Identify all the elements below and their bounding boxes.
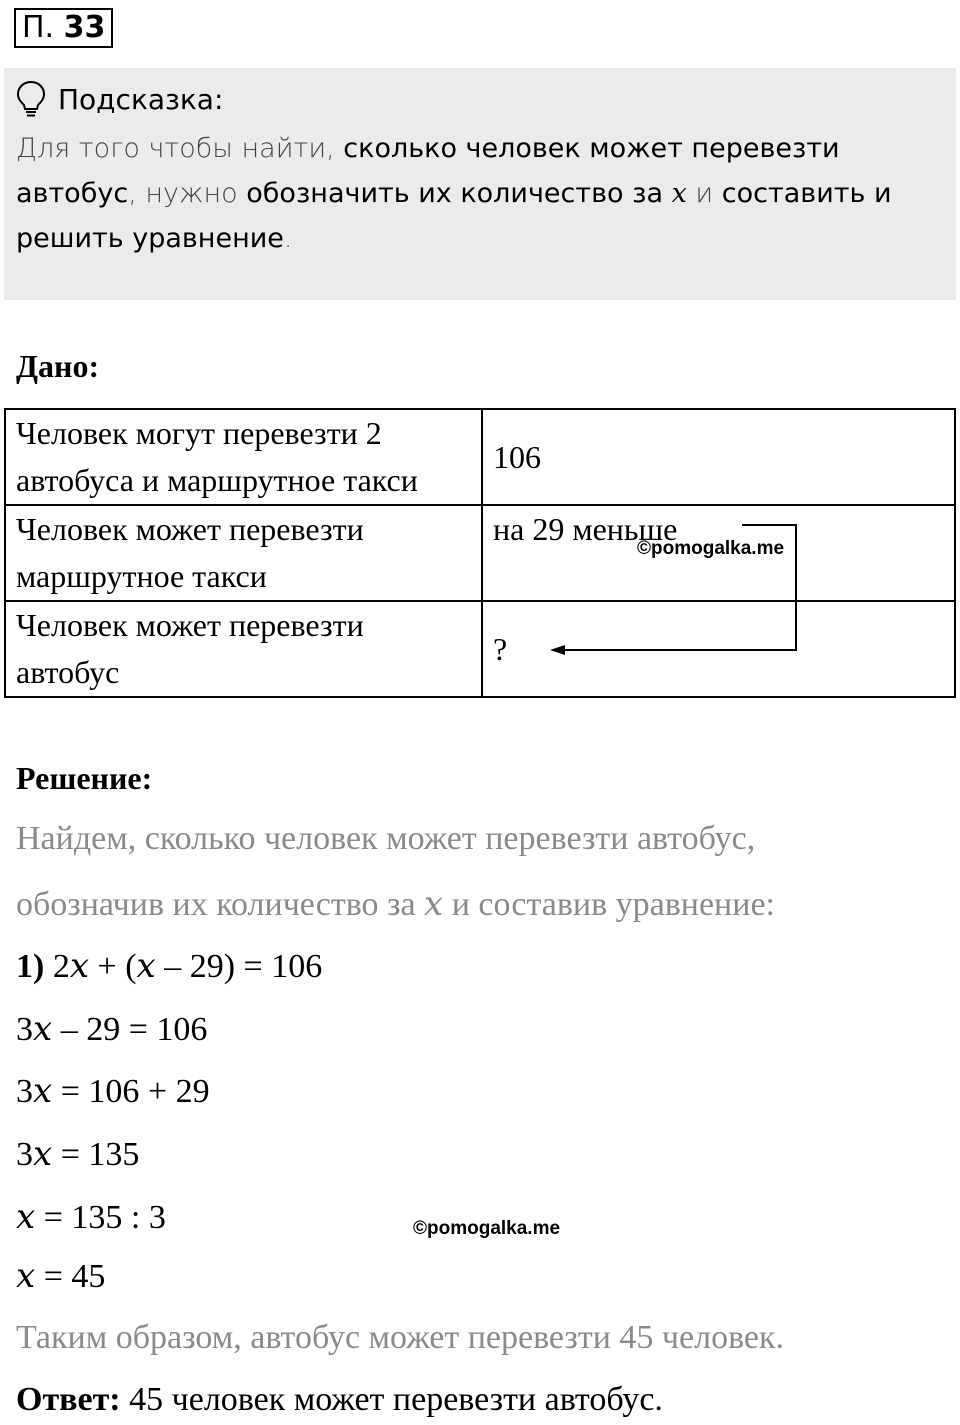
hint-text-part: составить и решить уравнение — [16, 178, 892, 254]
hint-title-text: Подсказка: — [58, 82, 224, 116]
equation: 2x + (x – 29) = 106 — [52, 946, 323, 986]
equation: 3x – 29 = 106 — [16, 1009, 208, 1049]
hint-text-part: и — [686, 178, 722, 209]
variable-x: x — [136, 946, 156, 986]
equation: x = 45 — [16, 1256, 106, 1296]
given-label: Дано: — [16, 348, 100, 384]
variable-x: x — [33, 1071, 53, 1111]
intro-text-b: и составив уравнение: — [443, 886, 775, 923]
variable-x: x — [16, 1197, 36, 1237]
answer-text: 45 человек может перевезти автобус. — [120, 1381, 663, 1418]
intro-variable: x — [424, 884, 444, 924]
equation-line — [16, 1134, 139, 1174]
hint-text-part: обозначить их количество за — [246, 178, 672, 209]
solution-intro-line2 — [16, 884, 775, 924]
hint-text-part: , нужно — [128, 178, 247, 209]
problem-prefix: П. — [22, 10, 55, 45]
given-cell-left: Человек может перевезти маршрутное такси — [5, 505, 482, 601]
solution-intro-line1: Найдем, сколько человек может перевезти автобус, — [16, 820, 756, 857]
answer — [16, 1381, 663, 1419]
equation-line — [16, 1009, 207, 1049]
variable-x: x — [33, 1134, 53, 1174]
given-cell-right: на 29 меньше — [482, 505, 955, 601]
solution-label: Решение: — [16, 760, 153, 796]
given-cell-right: 106 — [482, 409, 955, 505]
conclusion: Таким образом, автобус может перевезти 45 человек. — [16, 1319, 785, 1356]
hint-variable: x — [671, 178, 687, 209]
variable-x: x — [16, 1256, 36, 1296]
watermark: ©pomogalka.me — [637, 538, 785, 559]
problem-number-value: 33 — [63, 10, 106, 45]
variable-x: x — [69, 946, 90, 986]
given-cell-left: Человек может перевезти автобус — [5, 601, 482, 697]
answer-label: Ответ: — [16, 1381, 121, 1418]
given-cell-right: ? — [482, 601, 955, 697]
equation-line — [16, 1071, 210, 1111]
equation-line — [16, 1197, 166, 1237]
equation-step-1 — [16, 946, 322, 986]
hint-text-part: сколько человек может перевезти автобус — [16, 133, 840, 209]
equation: 3x = 106 + 29 — [16, 1071, 210, 1111]
intro-text-a: обозначив их количество за — [16, 886, 425, 923]
equation: x = 135 : 3 — [16, 1197, 166, 1237]
equation-line — [16, 1256, 105, 1296]
variable-x: x — [33, 1009, 53, 1049]
hint-text-part: Для того чтобы найти, — [16, 133, 344, 164]
equation: 3x = 135 — [16, 1134, 140, 1174]
given-cell-left: Человек могут перевезти 2 автобуса и маршрутное такси — [5, 409, 482, 505]
hint-text-part: . — [283, 223, 293, 254]
watermark: ©pomogalka.me — [413, 1218, 561, 1239]
step-number: 1) — [16, 948, 45, 985]
